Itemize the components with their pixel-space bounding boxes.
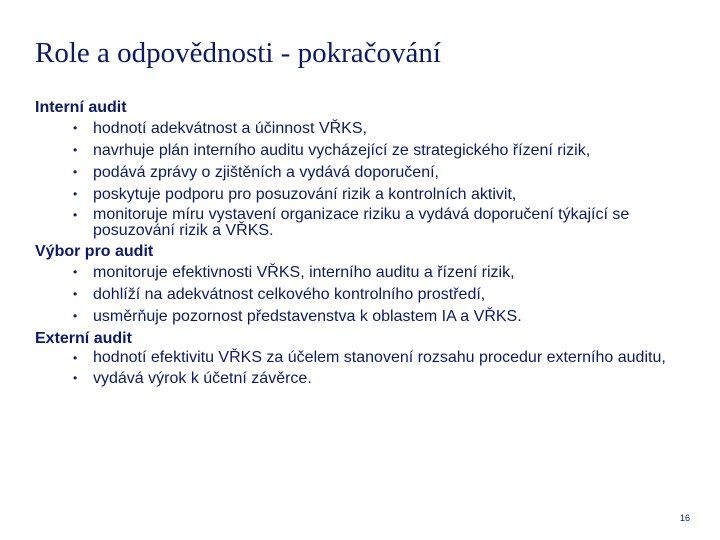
bullet-icon: •	[73, 208, 78, 222]
list-item	[35, 285, 695, 304]
list-item-text: usměrňuje pozornost představenstva k oblastem IA a VŘKS.	[93, 308, 522, 325]
page-number: 16	[679, 513, 690, 523]
bullet-icon: •	[73, 371, 78, 385]
list-item	[35, 163, 695, 182]
bullet-icon: •	[73, 165, 78, 179]
section-internal-audit	[35, 98, 695, 239]
bullet-icon: •	[73, 351, 78, 365]
section-external-audit	[35, 329, 695, 388]
bullet-icon: •	[73, 265, 78, 279]
bullet-icon: •	[73, 287, 78, 301]
list-item-text: poskytuje podporu pro posuzování rizik a kontrolních aktivit,	[93, 186, 517, 203]
section-heading: Interní audit	[35, 99, 127, 116]
section-heading: Výbor pro audit	[35, 243, 154, 260]
list-item-text: vydává výrok k účetní závěrce.	[93, 370, 312, 387]
slide-content	[35, 98, 695, 391]
list-item	[35, 350, 695, 366]
list-item	[35, 207, 695, 239]
list-item	[35, 307, 695, 326]
list-item-text: navrhuje plán interního auditu vycházející ze strategického řízení rizik,	[93, 142, 591, 159]
bullet-list	[35, 119, 695, 239]
slide-title: Role a odpovědnosti - pokračování	[35, 37, 441, 69]
list-item	[35, 263, 695, 282]
section-heading: Externí audit	[35, 330, 132, 347]
list-item-text: monitoruje míru vystavení organizace riziku a vydává doporučení týkající se posuzování rizik a VŘKS.	[93, 206, 630, 239]
list-item	[35, 185, 695, 204]
list-item-text: hodnotí efektivitu VŘKS za účelem stanovení rozsahu procedur externího auditu,	[93, 349, 666, 366]
section-audit-committee	[35, 242, 695, 326]
list-item	[35, 141, 695, 160]
bullet-icon: •	[73, 309, 78, 323]
list-item-text: podává zprávy o zjištěních a vydává doporučení,	[93, 164, 439, 181]
bullet-icon: •	[73, 143, 78, 157]
bullet-list	[35, 263, 695, 326]
list-item	[35, 119, 695, 138]
list-item	[35, 369, 695, 388]
list-item-text: dohlíží na adekvátnost celkového kontrolního prostředí,	[93, 286, 486, 303]
list-item-text: monitoruje efektivnosti VŘKS, interního auditu a řízení rizik,	[93, 264, 515, 281]
bullet-list	[35, 350, 695, 388]
bullet-icon: •	[73, 187, 78, 201]
bullet-icon: •	[73, 121, 78, 135]
list-item-text: hodnotí adekvátnost a účinnost VŘKS,	[93, 120, 367, 137]
